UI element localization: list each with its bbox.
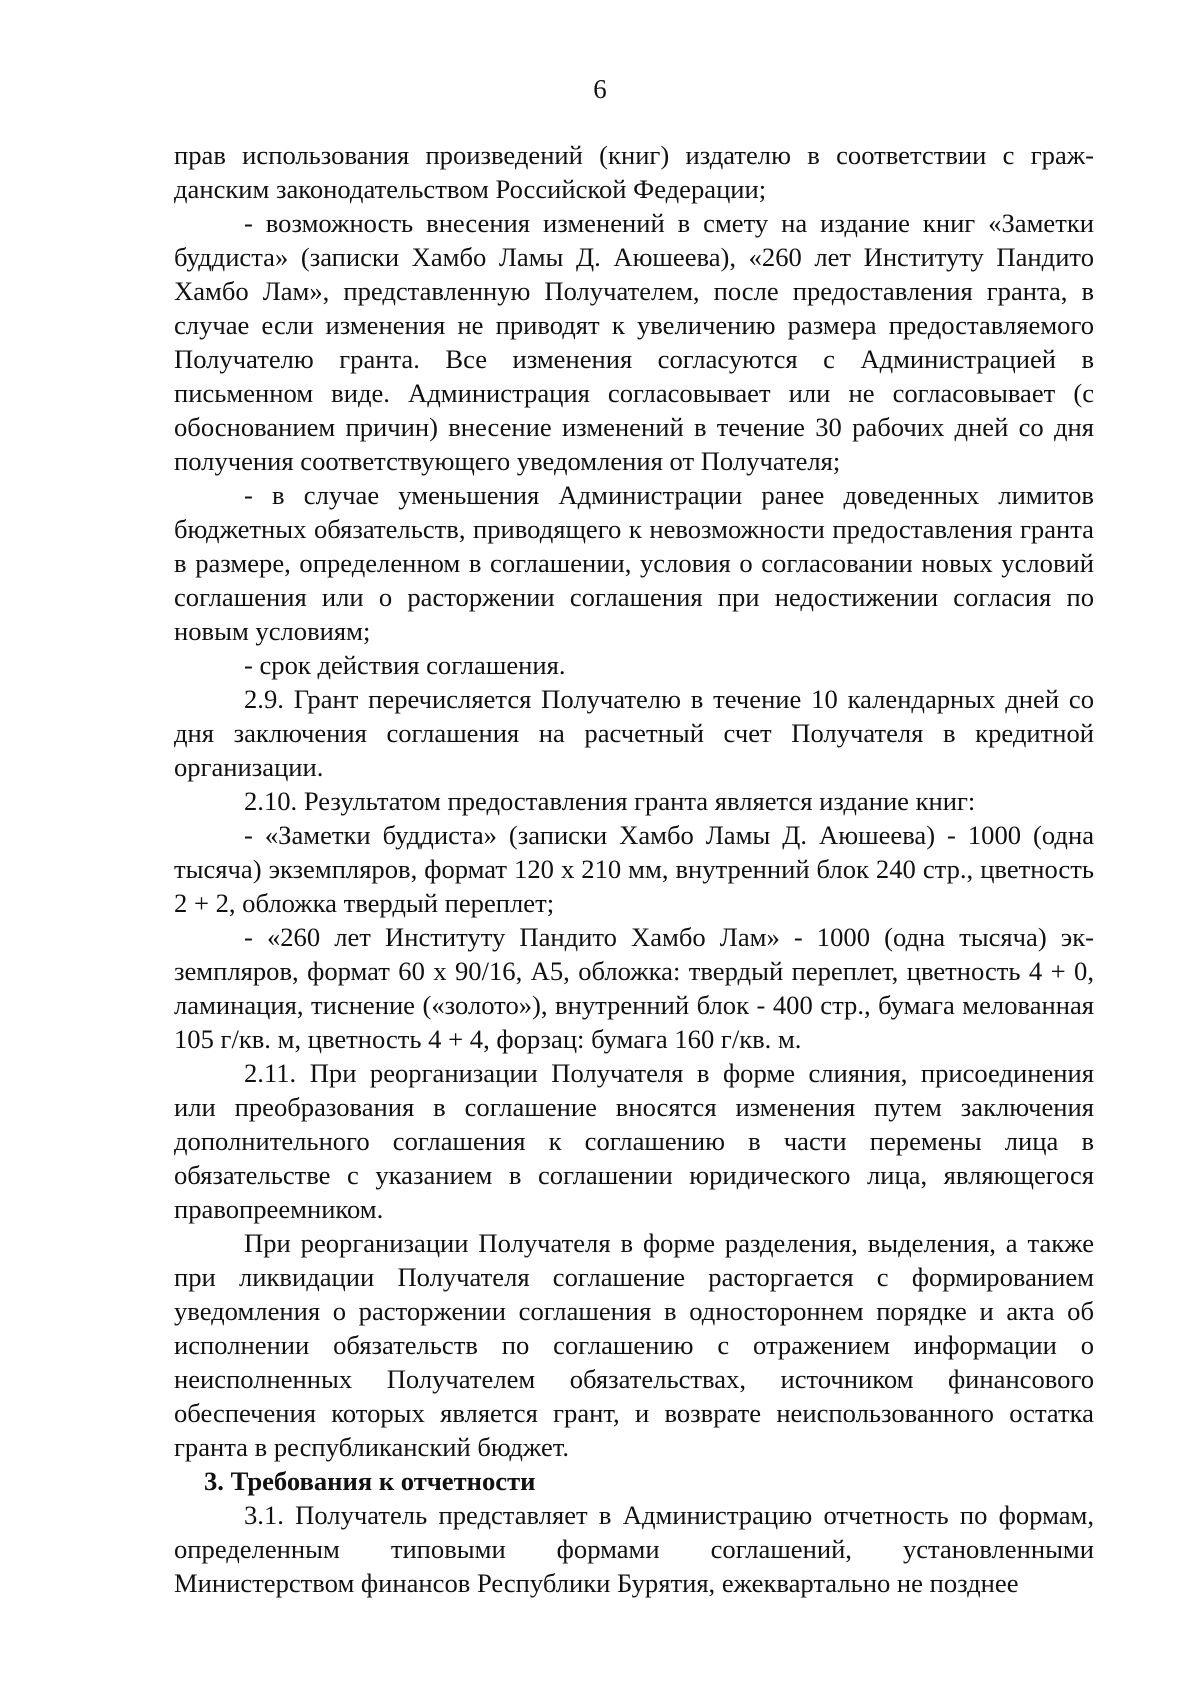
paragraph-3: - срок действия соглашения. [244,650,566,680]
paragraph-7: - «260 лет Институту Пандито Хамбо Лам» - 1000 (одна тысяча) экземпляров, формат 60 х 90/16, А5, обложка: твердый переплет, цветность 4 + 0, ламинация, тиснение («золото»), внутренний блок - 400 стр., бумага мелованная 105 г/кв. м, цветность 4 + 4, форзац: бумага 160 г/кв. м. [174,922,1094,1054]
paragraph-0: прав использования произведений (книг) издателю в соответствии с гражданским законодательством Российской Федерации; [174,140,1094,204]
paragraph-1: - возможность внесения изменений в смету на издание книг «Заметки буддиста» (записки Хамбо Ламы Д. Аюшеева), «260 лет Институту Пандито Хамбо Лам», представленную Получателем, после предоставления гранта, в случае если изменения не приводят к увеличению размера предоставляемого Получателю гранта. Все изменения согласуются с Администрацией в письменном виде. Администрация согласовывает или не согласовывает (с обоснованием причин) внесение изменений в течение 30 рабочих дней со дня получения соответствующего уведомления от Получателя; [174,208,1094,476]
paragraph-8: 2.11. При реорганизации Получателя в форме слияния, присоединения или преобразования в соглашение вносятся изменения путем заключения дополнительного соглашения к соглашению в части перемены лица в обязательстве с указанием в соглашении юридического лица, являющегося правопреемником. [174,1058,1094,1224]
paragraph-4: 2.9. Грант перечисляется Получателю в течение 10 календарных дней со дня заключения соглашения на расчетный счет Получателя в кредитной организации. [174,684,1094,782]
paragraph-5: 2.10. Результатом предоставления гранта является издание книг: [244,786,976,816]
paragraph-9: При реорганизации Получателя в форме разделения, выделения, а также при ликвидации Получателя соглашение расторгается с формированием уведомления о расторжении соглашения в одностороннем порядке и акта об исполнении обязательств по соглашению с отражением информации о неисполненных Получателем обязательствах, источником финансового обеспечения которых является грант, и возврате неиспользованного остатка гранта в республиканский бюджет. [174,1228,1094,1462]
paragraph-2: - в случае уменьшения Администрации ранее доведенных лимитов бюджетных обязательств, приводящего к невозможности предоставления гранта в размере, определенном в соглашении, условия о согласовании новых условий соглашения или о расторжении соглашения при недостижении согласия по новым условиям; [174,480,1094,646]
paragraph-10: 3.1. Получатель представляет в Администрацию отчетность по формам, определенным типовыми формами соглашений, установленными Министерством финансов Республики Бурятия, ежеквартально не позднее [174,1500,1094,1598]
paragraph-6: - «Заметки буддиста» (записки Хамбо Ламы Д. Аюшеева) - 1000 (одна тысяча) экземпляров, формат 120 х 210 мм, внутренний блок 240 стр., цветность 2 + 2, обложка твердый переплет; [174,820,1094,918]
section-heading: 3. Требования к отчетности [204,1466,536,1496]
page-number: 6 [593,74,607,104]
document-body [174,138,1094,1600]
